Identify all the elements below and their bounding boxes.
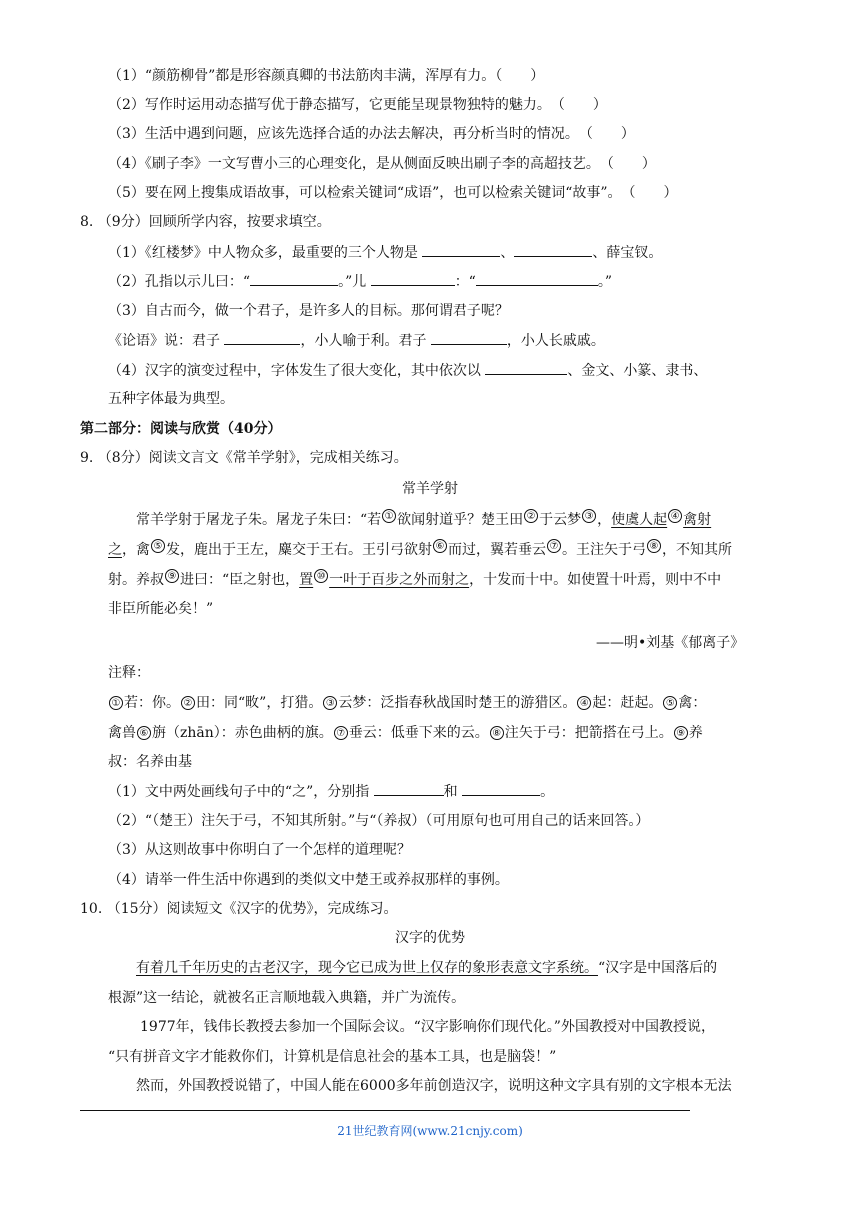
note-marker-2: ②	[524, 509, 538, 523]
underlined-sentence-2	[299, 572, 469, 588]
passage-text: 欲闻射道乎？楚王田	[397, 512, 524, 528]
q9-passage-line2	[108, 539, 732, 560]
underlined-sentence-1	[611, 512, 711, 528]
q9-source: ——明•刘基《郁离子》	[596, 635, 745, 651]
note-number-5: ⑤	[663, 696, 677, 710]
footer-source: 21世纪教育网(www.21cnjy.com)	[337, 1124, 523, 1138]
q8-sub1-end: 、薛宝钗。	[592, 245, 663, 261]
note-text: 禽：	[678, 695, 707, 711]
q9-heading: 9. （8分）阅读文言文《常羊学射》，完成相关练习。	[80, 450, 408, 466]
judge-item-2: （2）写作时运用动态描写优于静态描写，它更能呈现景物独特的魅力。 （ ）	[108, 97, 607, 113]
q10-para1-line2: 根源”这一结论，就被名正言顺地载入典籍，并广为流传。	[108, 990, 466, 1006]
passage-text: 而过，翼若垂云	[448, 542, 546, 558]
q10-para2-line1: 1977年，钱伟长教授去参加一个国际会议。“汉字影响你们现代化。”外国教授对中国教授说，	[140, 1019, 715, 1035]
q9-passage-title: 常羊学射	[402, 481, 458, 497]
passage-text: 进曰：“臣之射也，	[180, 572, 300, 588]
q9-sub2: （2）“（楚王）注矢于弓，不知其所射。”与“（养叔）（可用原句也可用自己的话来回答。）	[108, 813, 650, 829]
note-marker-6: ⑥	[433, 539, 447, 553]
passage-text: ，十发而十中。如使置十叶焉，则中不中	[469, 572, 722, 588]
q9-sub4: （4）请举一件生活中你遇到的类似文中楚王或养叔那样的事例。	[108, 872, 509, 888]
passage-text: 一叶于百步之外而射之	[329, 572, 470, 588]
note-number-4: ④	[577, 696, 591, 710]
judge-item-3: （3）生活中遇到问题，应该先选择合适的办法去解决，再分析当时的情况。 （ ）	[108, 126, 635, 142]
note-marker-5: ⑤	[151, 539, 165, 553]
passage-text: 于云梦	[539, 512, 582, 528]
note-number-1: ①	[109, 696, 123, 710]
note-marker-7: ⑦	[547, 539, 561, 553]
answer-blank[interactable]	[371, 271, 455, 286]
note-text: 若：你。	[124, 695, 180, 711]
passage-text: ，不知其所	[662, 542, 732, 558]
answer-blank[interactable]	[374, 781, 444, 796]
q8-sub2-mid2: ：“	[454, 274, 476, 290]
note-text: 禽兽	[108, 725, 136, 741]
q9-passage-line4: 非臣所能必矣！”	[108, 601, 214, 617]
judge-item-5: （5）要在网上搜集成语故事，可以检索关键词“成语”，也可以检索关键词“故事”。 （ ）	[108, 185, 678, 201]
passage-text: 使虞人起	[611, 512, 668, 528]
footer-divider	[80, 1110, 690, 1111]
q8-sub2-text: （2）孔指以示儿曰：“	[108, 274, 251, 290]
underlined-sentence-1-end: 之	[108, 542, 122, 558]
note-text: 旃（zhān）：赤色曲柄的旗。	[152, 725, 333, 741]
note-text: 注矢于弓：把箭搭在弓上。	[504, 725, 673, 741]
note-text: 养	[688, 725, 703, 741]
note-text: 垂云：低垂下来的云。	[348, 725, 489, 741]
q8-sub3-line2	[108, 330, 605, 351]
q8-sub2-end: 。”	[597, 274, 613, 290]
note-marker-9: ⑨	[165, 569, 179, 583]
q8-sub1-text: （1）《红楼梦》中人物众多，最重要的三个人物是	[108, 245, 423, 261]
q8-sub3: （3）自古而今，做一个君子，是许多人的目标。那何谓君子呢？	[108, 303, 509, 319]
note-marker-3: ③	[582, 509, 596, 523]
q8-sub4	[108, 360, 707, 381]
note-marker-4: ④	[668, 509, 682, 523]
q9-sub3: （3）从这则故事中你明白了一个怎样的道理呢？	[108, 842, 411, 858]
q10-passage-title: 汉字的优势	[395, 930, 465, 946]
note-marker-10: ⑩	[314, 569, 328, 583]
answer-blank[interactable]	[476, 271, 598, 286]
passage-text: 禽射	[683, 512, 712, 528]
q9-sub1-end: 。	[540, 784, 555, 800]
q9-passage-line1	[136, 509, 711, 530]
q8-sub1-sep: 、	[500, 245, 515, 261]
passage-text: ，	[597, 512, 612, 528]
answer-blank[interactable]	[422, 242, 500, 257]
q8-sub1	[108, 242, 662, 263]
note-marker-8: ⑧	[647, 539, 661, 553]
note-text: 云梦：泛指春秋战国时楚王的游猎区。	[338, 695, 577, 711]
note-number-9: ⑨	[674, 726, 688, 740]
passage-text: 常羊学射于屠龙子朱。屠龙子朱曰：“若	[136, 512, 382, 528]
q8-sub3-text: 《论语》说：君子	[108, 333, 225, 349]
passage-text: 发，鹿出于王左，麋交于王右。王引弓欲射	[166, 542, 432, 558]
notes-line3: 叔：名养由基	[108, 754, 192, 770]
passage-text: “汉字是中国落后的	[598, 960, 718, 976]
note-number-2: ②	[181, 696, 195, 710]
part2-heading: 第二部分：阅读与欣赏（40分）	[80, 421, 282, 437]
q8-sub2-mid: 。”儿	[338, 274, 371, 290]
answer-blank[interactable]	[514, 242, 592, 257]
notes-label: 注释：	[108, 665, 150, 681]
q8-sub4-line2: 五种字体最为典型。	[108, 391, 234, 407]
q10-heading: 10. （15分）阅读短文《汉字的优势》，完成练习。	[80, 901, 398, 917]
judge-item-1: （1）“颜筋柳骨”都是形容颜真卿的书法筋肉丰满，浑厚有力。（ ）	[108, 68, 545, 84]
q8-sub3-end: ，小人长戚戚。	[506, 333, 605, 349]
passage-text: 置	[299, 572, 314, 588]
answer-blank[interactable]	[250, 271, 338, 286]
q9-passage-line3	[108, 569, 721, 590]
q8-sub2	[108, 271, 612, 292]
answer-blank[interactable]	[431, 330, 507, 345]
note-number-8: ⑧	[490, 726, 504, 740]
q10-para1-line1	[136, 958, 717, 978]
q8-sub3-mid: ，小人喻于利。君子	[300, 333, 431, 349]
passage-text: ，禽	[122, 542, 150, 558]
q9-sub1-text: （1）文中两处画线句子中的“之”，分别指	[108, 784, 374, 800]
note-text: 起：赶起。	[592, 695, 663, 711]
note-number-7: ⑦	[334, 726, 348, 740]
note-marker-1: ①	[382, 509, 396, 523]
passage-text: 。王注矢于弓	[562, 542, 646, 558]
q9-sub1-mid: 和	[443, 784, 463, 800]
q8-sub4-text: （4）汉字的演变过程中，字体发生了很大变化，其中依次以	[108, 363, 486, 379]
q9-sub1	[108, 781, 554, 802]
answer-blank[interactable]	[485, 360, 567, 375]
underlined-sentence: 有着几千年历史的古老汉字，现今它已成为世上仅存的象形表意文字系统。	[136, 960, 598, 976]
q8-heading: 8. （9分）回顾所学内容，按要求填空。	[80, 214, 331, 230]
q10-para3-line1: 然而，外国教授说错了，中国人能在6000多年前创造汉字，说明这种文字具有别的文字根本无法	[136, 1078, 732, 1094]
notes-line1	[108, 693, 706, 713]
notes-line2	[108, 723, 703, 743]
q8-sub4-mid: 、金文、小篆、隶书、	[567, 363, 708, 379]
note-number-3: ③	[323, 696, 337, 710]
note-text: 田：同“畋”，打猎。	[196, 695, 323, 711]
passage-text: 射。养叔	[108, 572, 164, 588]
q10-para2-line2: “只有拼音文字才能救你们，计算机是信息社会的基本工具，也是脑袋！”	[108, 1049, 557, 1065]
judge-item-4: （4）《刷子李》一文写曹小三的心理变化，是从侧面反映出刷子李的高超技艺。 （ ）	[108, 156, 656, 172]
note-number-6: ⑥	[137, 726, 151, 740]
answer-blank[interactable]	[462, 781, 540, 796]
answer-blank[interactable]	[224, 330, 300, 345]
